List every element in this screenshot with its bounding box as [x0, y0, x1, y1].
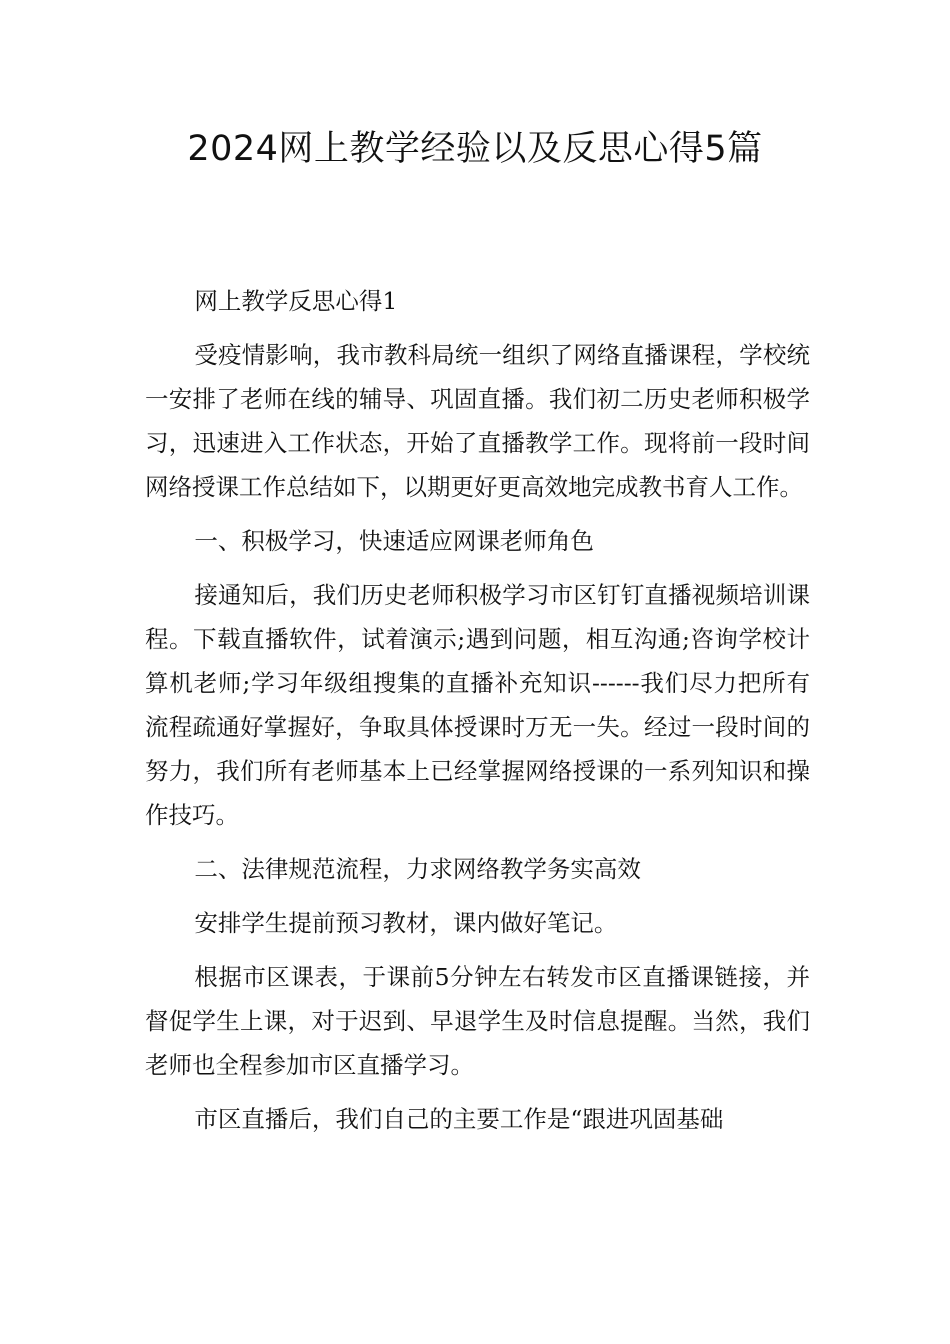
section-heading: 二、法律规范流程，力求网络教学务实高效 — [194, 855, 641, 883]
section-heading: 一、积极学习，快速适应网课老师角色 — [194, 527, 594, 555]
body-paragraph: 接通知后，我们历史老师积极学习市区钉钉直播视频培训课程。下载直播软件，试着演示;遇到问题，相互沟通;咨询学校计算机老师;学习年级组搜集的直播补充知识------我们尽力把所有流程疏通好掌握好，争取具体授课时万无一失。经过一段时间的努力，我们所有老师基本上已经掌握网络授课的一系列知识和操作技巧。 — [145, 581, 810, 829]
body-paragraph: 安排学生提前预习教材，课内做好笔记。 — [194, 909, 618, 937]
body-paragraph: 市区直播后，我们自己的主要工作是“跟进巩固基础 — [194, 1105, 724, 1133]
body-paragraph: 根据市区课表，于课前5分钟左右转发市区直播课链接，并督促学生上课，对于迟到、早退学生及时信息提醒。当然，我们老师也全程参加市区直播学习。 — [145, 963, 810, 1079]
body-paragraph: 受疫情影响，我市教科局统一组织了网络直播课程，学校统一安排了老师在线的辅导、巩固直播。我们初二历史老师积极学习，迅速进入工作状态，开始了直播教学工作。现将前一段时间网络授课工作总结如下，以期更好更高效地完成教书育人工作。 — [145, 341, 810, 501]
document-body — [145, 279, 810, 1151]
article-subtitle: 网上教学反思心得1 — [194, 287, 398, 315]
document-title: 2024网上教学经验以及反思心得5篇 — [187, 129, 763, 169]
